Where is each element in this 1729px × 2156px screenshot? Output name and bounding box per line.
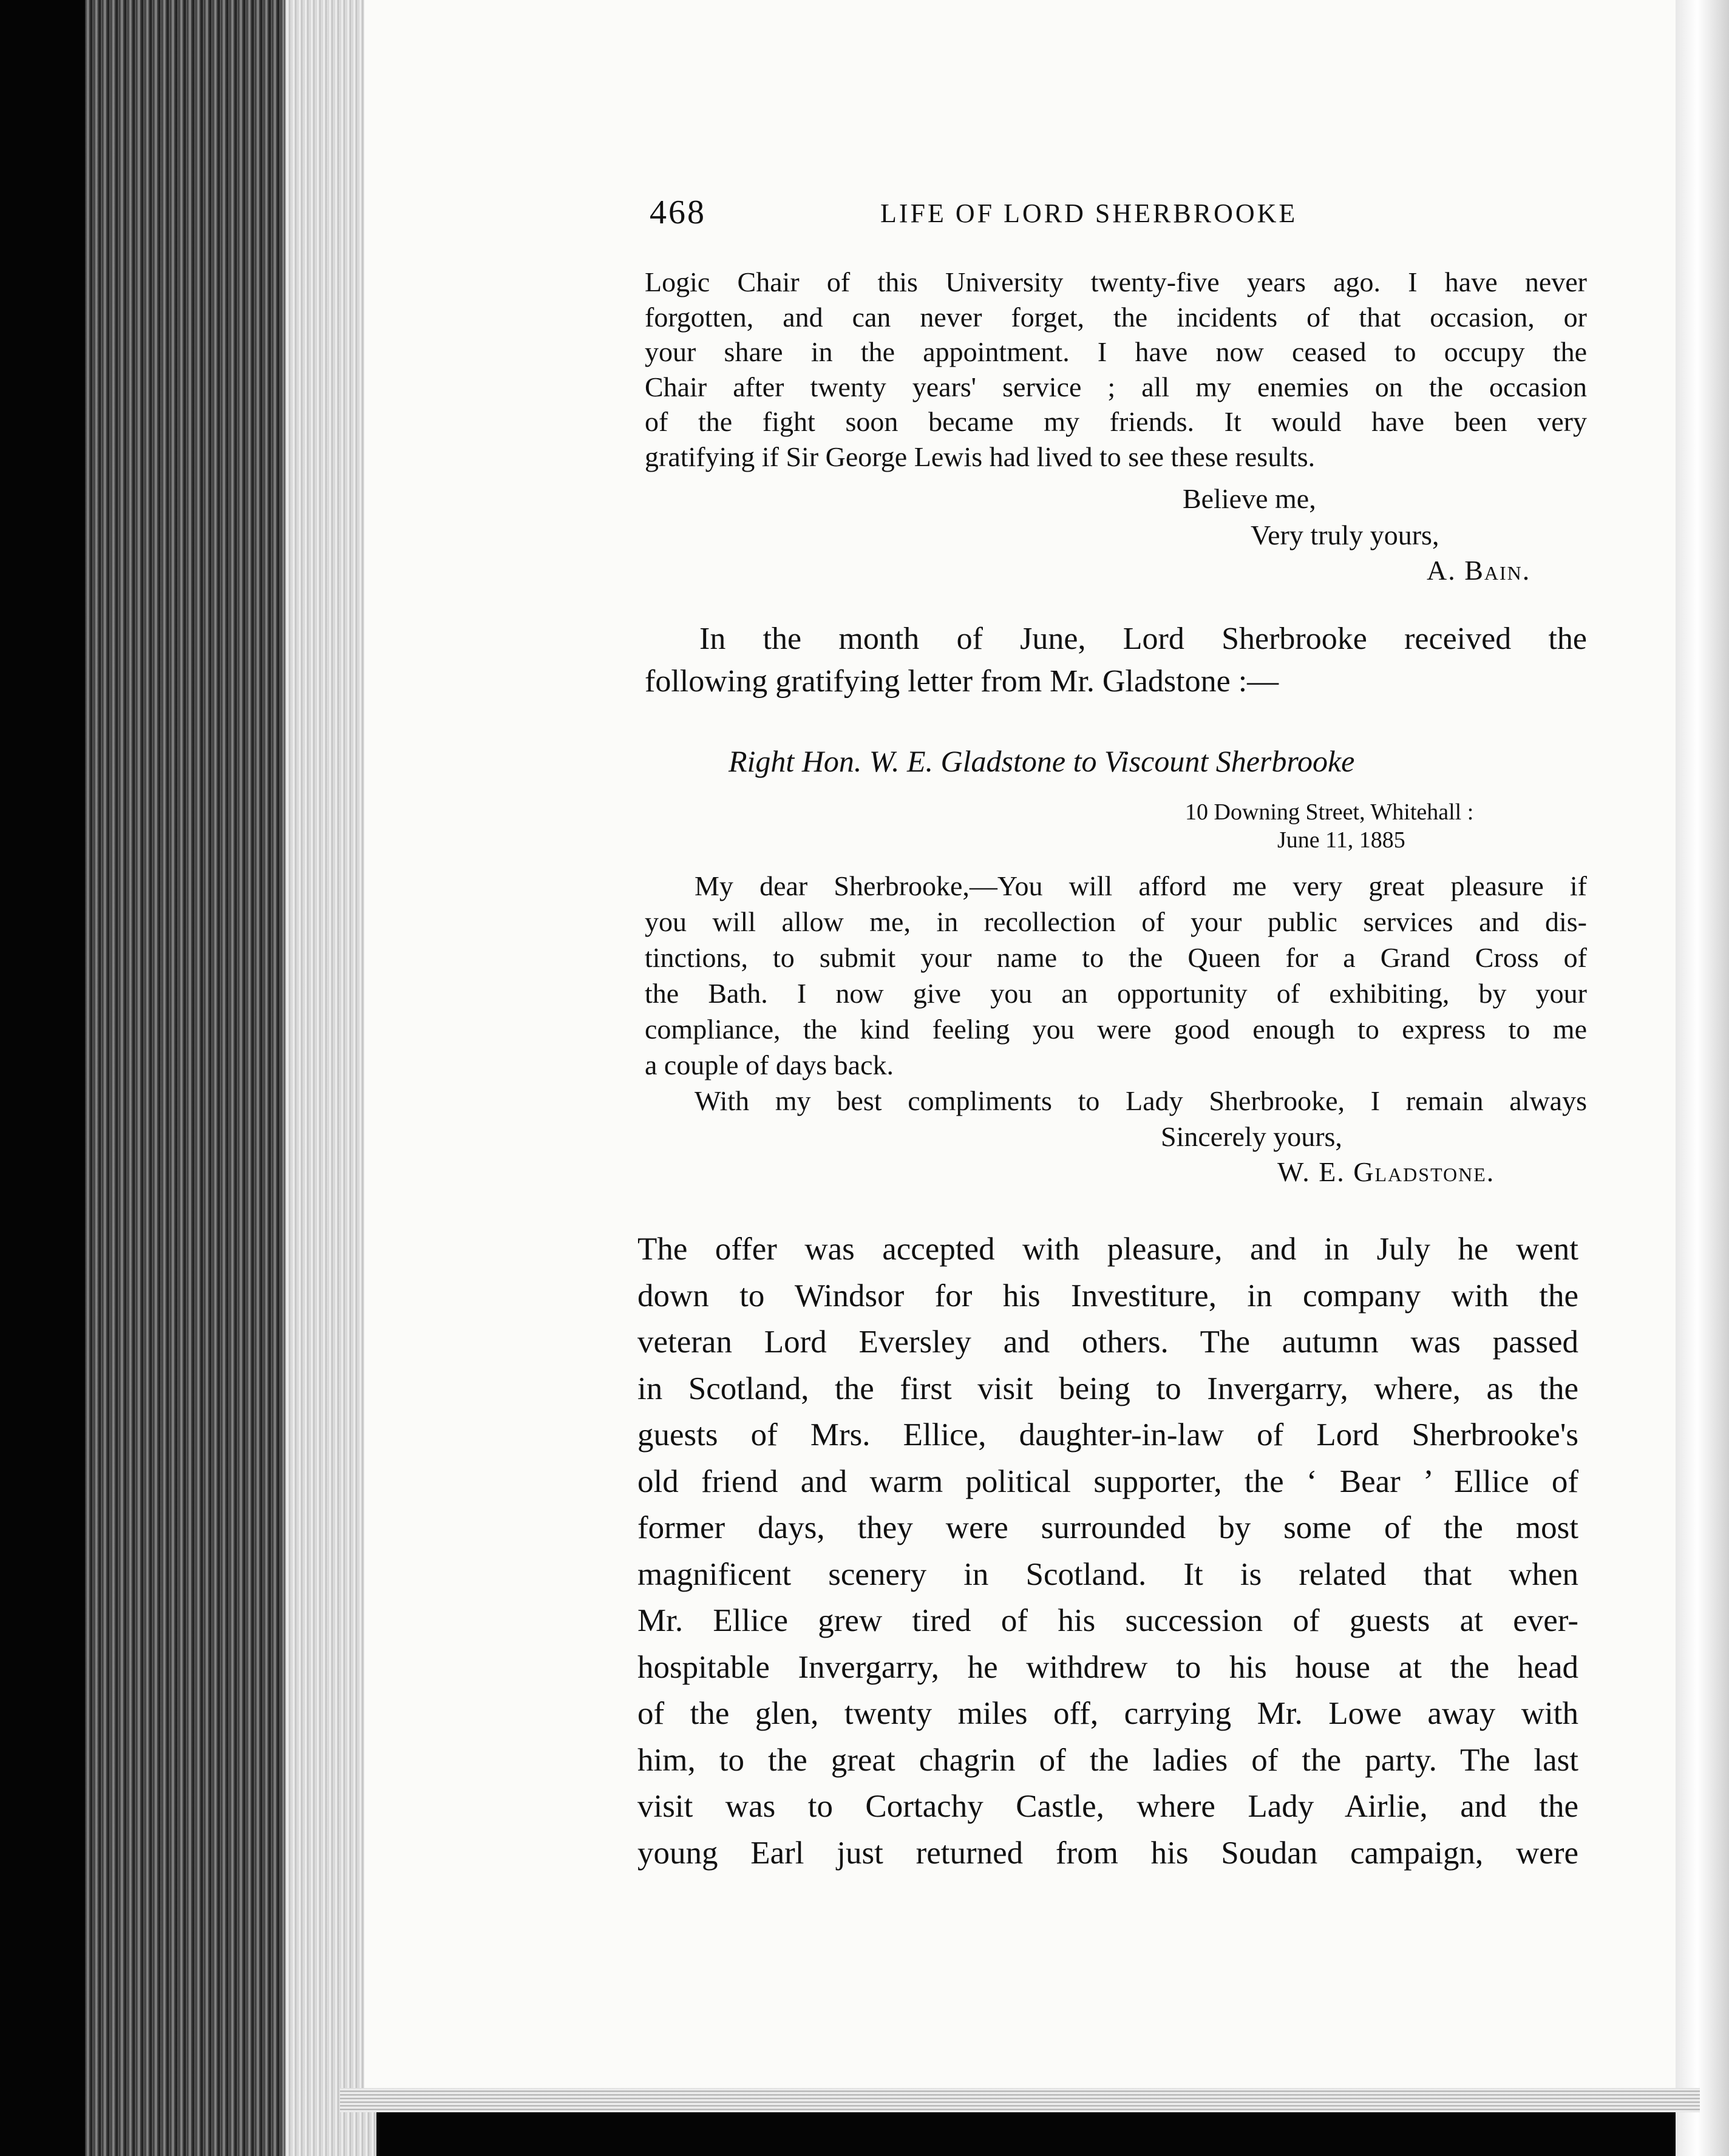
text-line: old friend and warm political supporter, the ‘ Bear ’ Ellice of [637,1463,1578,1499]
text-line: veteran Lord Eversley and others. The autumn was passed [637,1324,1578,1360]
gladstone-closing: Sincerely yours, [1161,1121,1342,1152]
bain-signature: A. Bain. [1427,555,1531,586]
text-line: him, to the great chagrin of the ladies of the party. The last [637,1742,1578,1778]
text-line: guests of Mrs. Ellice, daughter-in-law of Lord Sherbrooke's [637,1417,1578,1453]
narration-paragraph [645,618,1587,703]
text-line: you will allow me, in recollection of your public services and dis- [645,906,1587,937]
page-bottom-edge [340,2088,1700,2112]
text-line: in Scotland, the first visit being to Invergarry, where, as the [637,1371,1578,1406]
bain-letter-text [645,265,1587,474]
gladstone-signature: W. E. Gladstone. [1277,1156,1495,1187]
text-line: In the month of June, Lord Sherbrooke received the [699,622,1587,656]
text-line: former days, they were surrounded by some of the most [637,1510,1578,1545]
text-line: magnificent scenery in Scotland. It is related that when [637,1556,1578,1592]
text-line: The offer was accepted with pleasure, and in July he went [637,1232,1578,1267]
text-line: young Earl just returned from his Soudan campaign, were [637,1835,1578,1871]
page-number: 468 [650,194,706,231]
book-gutter [285,0,376,2156]
letter-address: 10 Downing Street, Whitehall : [1185,799,1474,825]
text-line: down to Windsor for his Investiture, in company with the [637,1278,1578,1314]
text-line: My dear Sherbrooke,—You will afford me very great pleasure if [695,870,1587,901]
gladstone-letter-body [645,868,1587,1119]
running-head: LIFE OF LORD SHERBROOKE [880,198,1298,228]
text-line: of the glen, twenty miles off, carrying Mr. Lowe away with [637,1696,1578,1731]
text-line: compliance, the kind feeling you were good enough to express to me [645,1014,1587,1045]
text-line: visit was to Cortachy Castle, where Lady Airlie, and the [637,1789,1578,1824]
text-line: the Bath. I now give you an opportunity of exhibiting, by your [645,978,1587,1009]
text-line: gratifying if Sir George Lewis had lived to see these results. [645,441,1316,472]
text-line: a couple of days back. [645,1049,894,1080]
letter-title: Right Hon. W. E. Gladstone to Viscount Sherbrooke [729,744,1355,778]
text-line: With my best compliments to Lady Sherbrooke, I remain always [695,1085,1587,1116]
page-right-edge [1676,0,1729,2156]
text-line: hospitable Invergarry, he withdrew to his house at the head [637,1649,1578,1685]
text-line: forgotten, and can never forget, the incidents of that occasion, or [645,301,1587,333]
text-line: Logic Chair of this University twenty-five years ago. I have never [645,266,1587,297]
bain-closing: Believe me, [1183,483,1316,514]
text-line: Mr. Ellice grew tired of his succession of guests at ever- [637,1603,1578,1638]
text-line: of the fight soon became my friends. It would have been very [645,406,1587,437]
text-line: tinctions, to submit your name to the Queen for a Grand Cross of [645,942,1587,973]
bain-closing-2: Very truly yours, [1251,520,1439,551]
text-line: following gratifying letter from Mr. Gladstone :— [645,664,1279,699]
text-line: your share in the appointment. I have now ceased to occupy the [645,336,1587,367]
page-header [650,193,1366,236]
main-body-paragraph [637,1226,1578,1876]
letter-date: June 11, 1885 [1277,827,1405,853]
text-line: Chair after twenty years' service ; all my enemies on the occasion [645,371,1587,402]
